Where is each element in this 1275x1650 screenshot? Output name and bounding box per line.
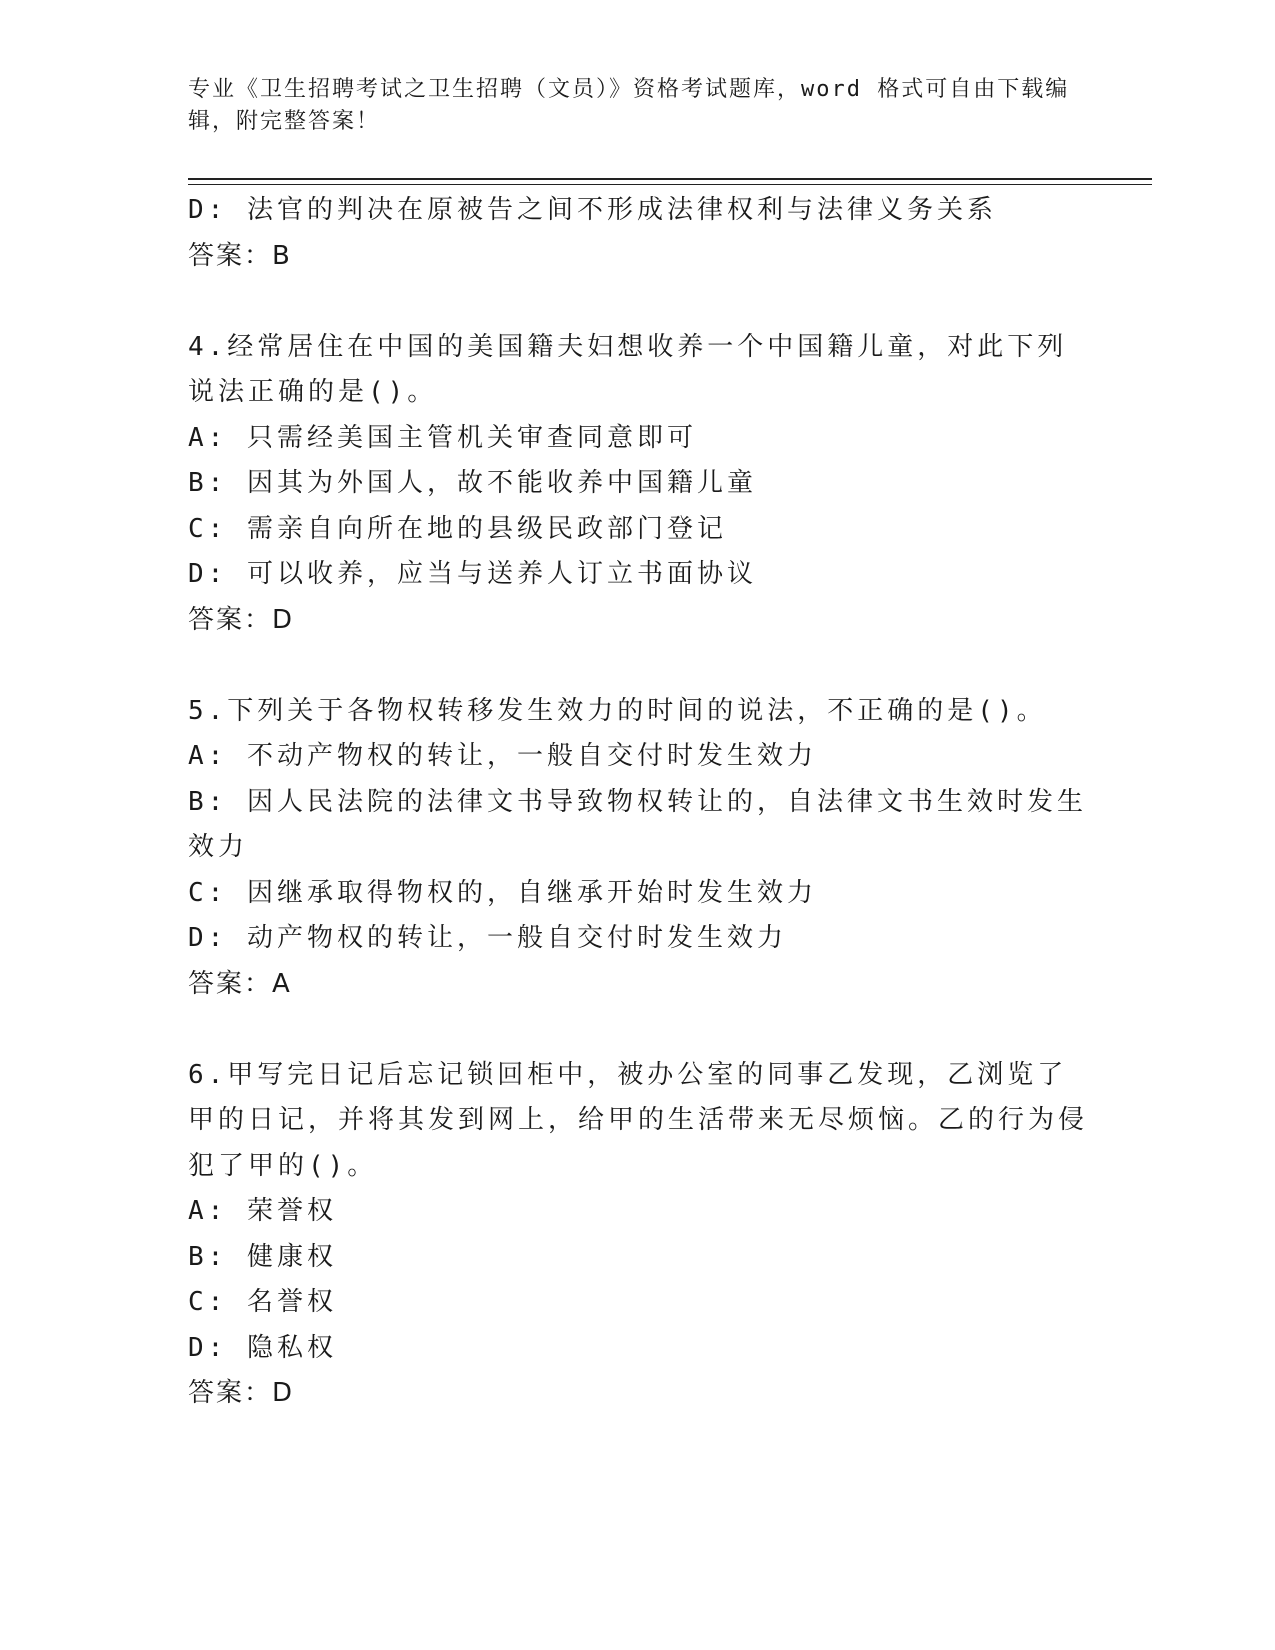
option-c: C: 名誉权 [188, 1287, 337, 1317]
option-b: B: 因其为外国人，故不能收养中国籍儿童 [188, 468, 757, 498]
question-block-5 [188, 689, 1088, 1008]
option-b: B: 因人民法院的法律文书导致物权转让的，自法律文书生效时发生效力 [188, 786, 1087, 862]
question-stem: 4.经常居住在中国的美国籍夫妇想收养一个中国籍儿童，对此下列说法正确的是()。 [188, 331, 1068, 407]
answer-line: 答案：A [188, 968, 292, 999]
answer-line: 答案：B [188, 240, 292, 271]
option-d: D: 隐私权 [188, 1332, 337, 1363]
option-d: D: 法官的判决在原被告之间不形成法律权利与法律义务关系 [188, 195, 997, 225]
header-divider-thick [188, 178, 1152, 180]
option-a: A: 荣誉权 [188, 1196, 337, 1226]
option-d: D: 可以收养，应当与送养人订立书面协议 [188, 559, 757, 589]
option-c: C: 需亲自向所在地的县级民政部门登记 [188, 513, 727, 544]
question-block-4 [188, 325, 1088, 644]
answer-line: 答案：D [188, 604, 295, 635]
document-header: 专业《卫生招聘考试之卫生招聘（文员）》资格考试题库，word 格式可自由下载编辑，附完整答案！ [188, 77, 1070, 134]
option-a: A: 只需经美国主管机关审查同意即可 [188, 422, 697, 453]
option-b: B: 健康权 [188, 1241, 337, 1272]
option-c: C: 因继承取得物权的，自继承开始时发生效力 [188, 877, 817, 908]
spacer [188, 643, 1088, 689]
header-divider-thin [188, 184, 1152, 185]
spacer [188, 1007, 1088, 1053]
option-a: A: 不动产物权的转让，一般自交付时发生效力 [188, 741, 817, 771]
option-d: D: 动产物权的转让，一般自交付时发生效力 [188, 923, 787, 953]
answer-line: 答案：D [188, 1378, 295, 1408]
question-block-6 [188, 1053, 1088, 1417]
question-stem: 6.甲写完日记后忘记锁回柜中，被办公室的同事乙发现，乙浏览了甲的日记，并将其发到网上，给甲的生活带来无尽烦恼。乙的行为侵犯了甲的()。 [188, 1059, 1089, 1181]
spacer [188, 279, 1088, 325]
question-content [188, 188, 1088, 1417]
question-stem: 5.下列关于各物权转移发生效力的时间的说法，不正确的是()。 [188, 695, 1047, 726]
